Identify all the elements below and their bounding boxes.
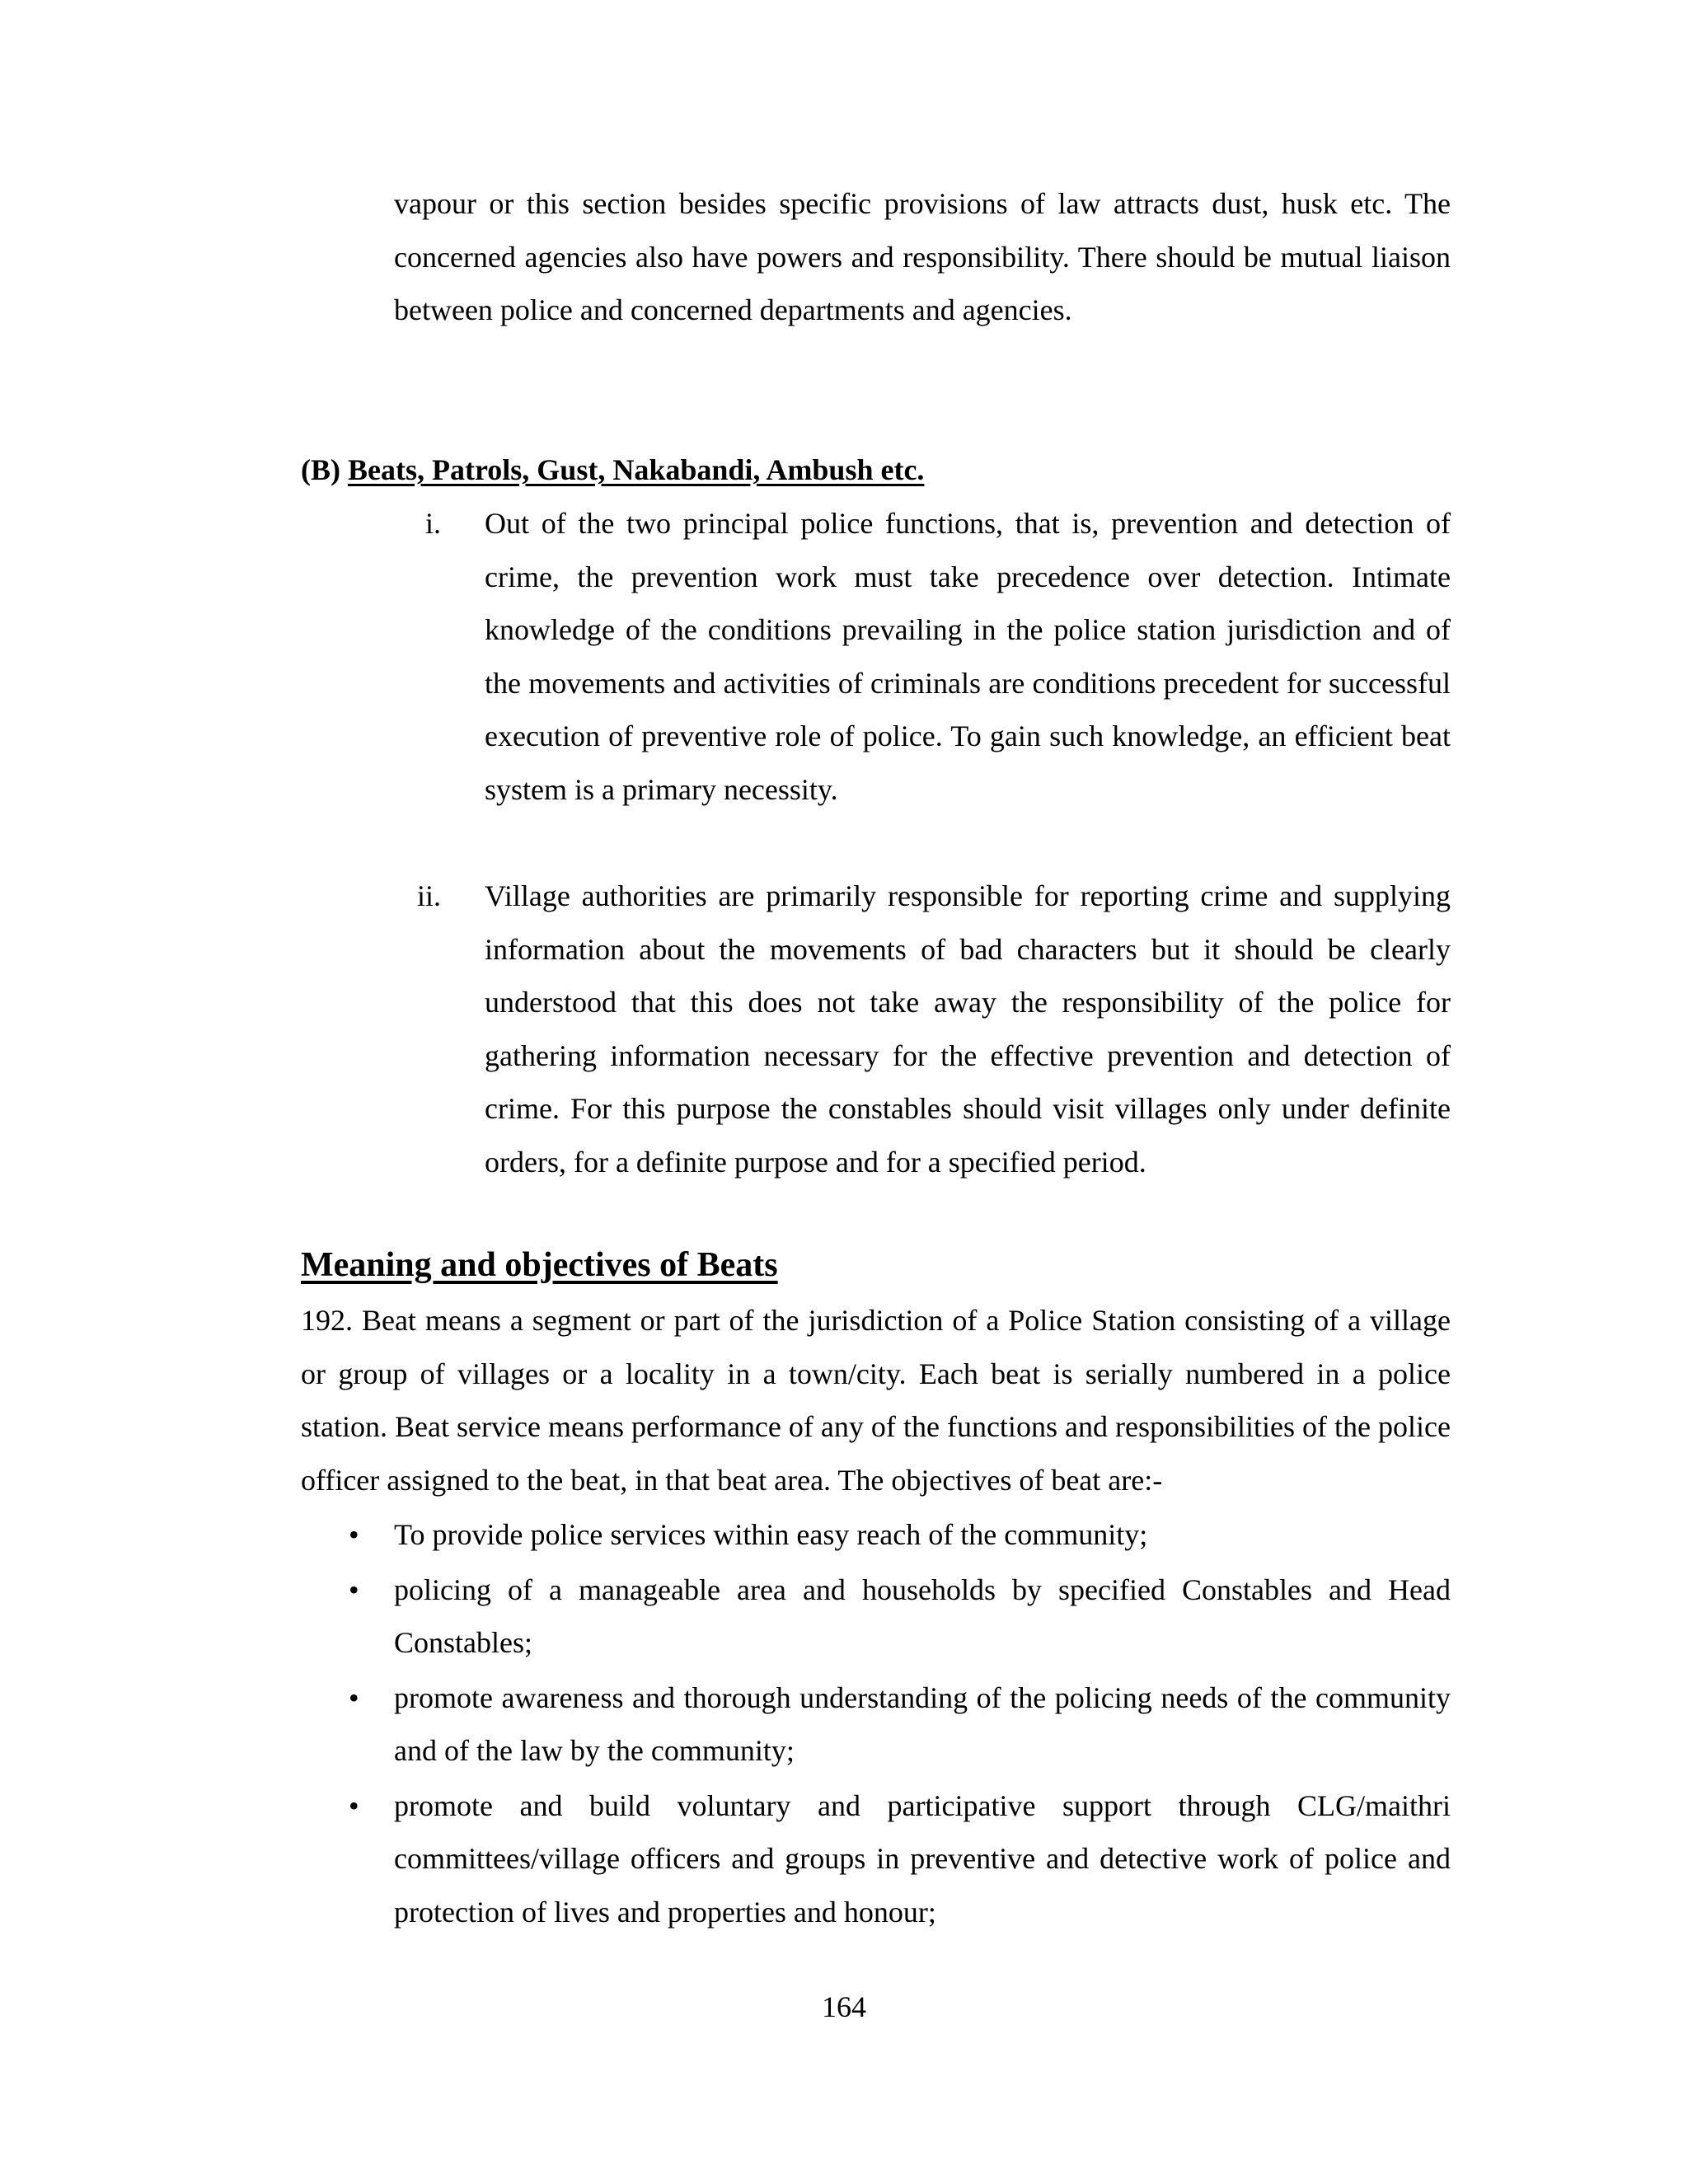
objectives-list: [301, 1508, 1451, 1940]
meaning-heading: Meaning and objectives of Beats: [301, 1246, 778, 1284]
page-number: 164: [822, 1990, 866, 2023]
list-item-text: Village authorities are primarily responsible for reporting crime and supplying information about the movements of bad characters but it should be clearly understood that this does not take away the responsibility of the police for gathering information necessary for the effective prevention and detection of crime. For this purpose the constables should visit villages only under definite orders, for a definite purpose and for a specified period.: [485, 879, 1451, 1179]
list-item: [301, 1671, 1451, 1778]
section-b-title: Beats, Patrols, Gust, Nakabandi, Ambush etc.: [348, 453, 925, 486]
intro-paragraph: vapour or this section besides specific provisions of law attracts dust, husk etc. The concerned agencies also have powers and responsibility. There should be mutual liaison between police and concerned departments and agencies.: [394, 187, 1451, 326]
objective-text: policing of a manageable area and households by specified Constables and Head Constables;: [394, 1572, 1451, 1659]
list-item: [301, 1563, 1451, 1670]
bullet-icon: •: [349, 1788, 359, 1822]
objective-text: To provide police services within easy reach of the community;: [394, 1518, 1148, 1551]
objective-text: promote and build voluntary and participative support through CLG/maithri committees/village officers and groups in preventive and detective work of police and protection of lives and properties and honour;: [394, 1788, 1451, 1929]
list-item-number: ii.: [416, 879, 441, 912]
list-item: [301, 1508, 1451, 1562]
objective-text: promote awareness and thorough understanding of the policing needs of the community and of the law by the community;: [394, 1680, 1451, 1767]
list-item-text: Out of the two principal police functions, that is, prevention and detection of crime, the prevention work must take precedence over detection. Intimate knowledge of the conditions prevailing in the police station jurisdiction and of the movements and activities of criminals are conditions precedent for successful execution of preventive role of police. To gain such knowledge, an efficient beat system is a primary necessity.: [485, 507, 1451, 806]
section-b-prefix: (B): [301, 453, 340, 486]
list-item-number: i.: [424, 507, 441, 540]
bullet-icon: •: [349, 1572, 359, 1606]
paragraph-192: 192. Beat means a segment or part of the jurisdiction of a Police Station consisting of a village or group of villages or a locality in a town/city. Each beat is serially numbered in a police station. Beat service means performance of any of the functions and responsibilities of the police officer assigned to the beat, in that beat area. The objectives of beat are:-: [301, 1304, 1451, 1497]
bullet-icon: •: [349, 1518, 359, 1551]
bullet-icon: •: [349, 1680, 359, 1714]
list-item: [301, 1779, 1451, 1939]
section-b-heading: [301, 443, 924, 496]
